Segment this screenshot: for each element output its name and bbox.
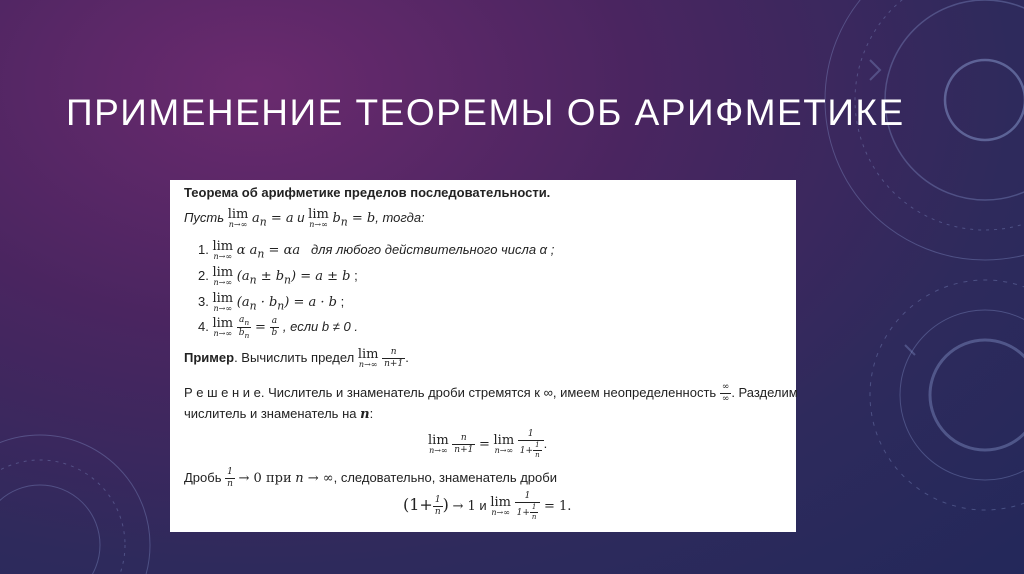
let-and: и: [297, 209, 305, 225]
solution-equation: lim n→∞ $\frac{n}{n+1}$ = lim n→∞ 1 1+ $\frac{1}{n}$ .: [428, 429, 548, 459]
theorem-heading: Теорема об арифметике пределов последовательности.: [184, 185, 551, 200]
item-tail: для любого действительного числа α ;: [310, 241, 555, 257]
final-and: и: [479, 497, 487, 513]
solution-text: . Числитель и знаменатель дроби стремятся к ∞, имеем неопределенность: [260, 384, 717, 400]
item-number: 1.: [198, 241, 209, 257]
theorem-item-4: 4. lim n→∞ $\frac{a_n}{b_n}$ = $\frac{a}{b}$ , если b ≠ 0 .: [198, 315, 358, 341]
solution-line-2: числитель и знаменатель на n:: [184, 406, 374, 422]
theorem-item-1: 1. lim n→∞ α $a_n = \alpha a$ для любого действительного числа α ;: [198, 239, 555, 261]
item-number: 4.: [198, 319, 209, 335]
limit-symbol: lim n→∞: [212, 316, 234, 339]
solution-label: Р е ш е н и е: [184, 384, 261, 400]
theorem-premise: Пусть lim n→∞ $a_n = a$ и lim n→∞ $b_n = b$, тогда:: [184, 207, 425, 229]
example-label: Пример: [184, 349, 235, 365]
limit-symbol: lim n→∞: [308, 207, 329, 229]
limit-symbol: lim n→∞: [212, 291, 234, 313]
limit-symbol: lim n→∞: [357, 347, 379, 369]
limit-symbol: lim n→∞: [212, 239, 234, 261]
fraction-text-c: n → ∞: [295, 470, 334, 486]
example-text: . Вычислить предел: [234, 349, 355, 365]
fraction-text-d: , следовательно, знаменатель дроби: [333, 469, 557, 485]
item-number: 2.: [198, 267, 209, 283]
let-then: , тогда:: [375, 209, 425, 225]
final-equation: (1+ $\frac{1}{n}$ ) → 1 и lim n→∞ 1 1+ $\frac{1}{n}$ = 1.: [403, 491, 572, 521]
slide-title: ПРИМЕНЕНИЕ ТЕОРЕМЫ ОБ АРИФМЕТИКЕ: [66, 92, 905, 133]
limit-symbol: lim n→∞: [227, 207, 249, 229]
item-tail: , если b ≠ 0 .: [282, 319, 358, 335]
item-number: 3.: [198, 293, 209, 309]
theorem-item-2: 2. lim n→∞ $(a_n \pm b_n) = a \pm b$ ;: [198, 265, 358, 287]
fraction-text-b: → 0 при: [238, 470, 292, 486]
limit-symbol: lim n→∞: [212, 265, 234, 287]
fraction-line: Дробь $\frac{1}{n}$ → 0 при n → ∞, следовательно, знаменатель дроби: [184, 467, 557, 489]
solution-line-1: Р е ш е н и е. Числитель и знаменатель дроби стремятся к ∞, имеем неопределенность $\frac{\infty}{\infty}$ . Разделим: [184, 382, 798, 404]
solution-text-2: . Разделим: [731, 384, 798, 400]
example-line: Пример. Вычислить предел lim n→∞ $\frac{n}{n+1}$ .: [184, 347, 409, 369]
fraction-text-a: Дробь: [184, 469, 222, 485]
theorem-item-3: 3. lim n→∞ $(a_n \cdot b_n) = a \cdot b$ ;: [198, 291, 345, 313]
let-word: Пусть: [184, 209, 225, 225]
solution-variable: n: [360, 407, 370, 422]
solution-line-2-text: числитель и знаменатель на: [184, 406, 357, 421]
theorem-image: [170, 180, 796, 532]
